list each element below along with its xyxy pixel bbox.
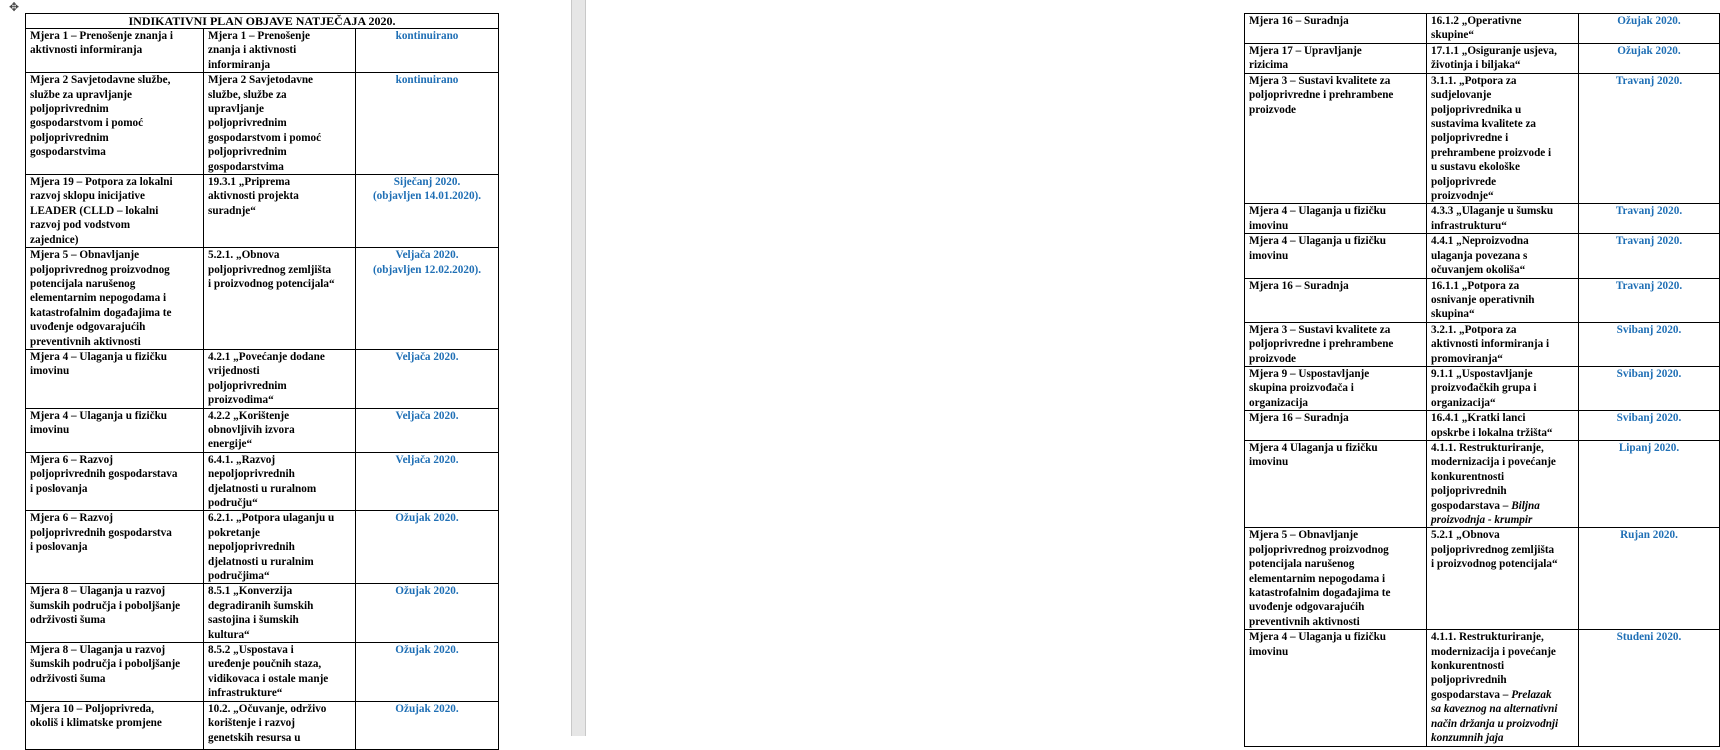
table-row bbox=[26, 349, 499, 408]
table-row bbox=[1245, 204, 1720, 234]
submeasure-cell: 8.5.1 „Konverzija degradiranih šumskih sastojina i šumskih kultura“ bbox=[204, 584, 356, 643]
submeasure-cell: 4.2.1 „Povećanje dodane vrijednosti poljoprivrednim proizvodima“ bbox=[204, 349, 356, 408]
table-row bbox=[1245, 44, 1720, 74]
table-title: INDIKATIVNI PLAN OBJAVE NATJEČAJA 2020. bbox=[26, 14, 499, 29]
submeasure-cell: 4.4.1 „Neproizvodna ulaganja povezana s očuvanjem okoliša“ bbox=[1427, 234, 1579, 278]
date-cell: Veljača 2020. bbox=[356, 349, 499, 408]
submeasure-cell: Mjera 2 Savjetodavne službe, službe za upravljanje poljoprivrednim gospodarstvom i pomoć poljoprivrednim gospodarstvima bbox=[204, 73, 356, 175]
table-row bbox=[1245, 322, 1720, 366]
submeasure-text: 4.1.1. Restrukturiranje, modernizacija i povećanje konkurentnosti poljoprivrednih gospodarstava – bbox=[1431, 631, 1556, 701]
date-cell: Svibanj 2020. bbox=[1579, 322, 1720, 366]
submeasure-cell: 5.2.1 „Obnova poljoprivrednog zemljišta i proizvodnog potencijala“ bbox=[1427, 528, 1579, 630]
submeasure-cell: 9.1.1 „Uspostavljanje proizvođačkih grupa i organizacija“ bbox=[1427, 366, 1579, 410]
table-row bbox=[1245, 440, 1720, 527]
measure-cell: Mjera 1 – Prenošenje znanja i aktivnosti informiranja bbox=[26, 29, 204, 73]
date-cell: Travanj 2020. bbox=[1579, 278, 1720, 322]
measure-cell: Mjera 3 – Sustavi kvalitete za poljoprivredne i prehrambene proizvode bbox=[1245, 73, 1427, 204]
plan-table-left bbox=[25, 13, 499, 750]
date-cell: Ožujak 2020. bbox=[356, 511, 499, 584]
submeasure-cell: 3.2.1. „Potpora za aktivnosti informiranja i promoviranja“ bbox=[1427, 322, 1579, 366]
submeasure-cell bbox=[1427, 440, 1579, 527]
submeasure-cell: 4.3.3 „Ulaganje u šumsku infrastrukturu“ bbox=[1427, 204, 1579, 234]
date-cell: Ožujak 2020. bbox=[1579, 14, 1720, 44]
submeasure-cell: 16.1.1 „Potpora za osnivanje operativnih skupina“ bbox=[1427, 278, 1579, 322]
submeasure-text: 4.1.1. Restrukturiranje, modernizacija i povećanje konkurentnosti poljoprivrednih gospodarstava – bbox=[1431, 441, 1556, 512]
submeasure-cell: 8.5.2 „Uspostava i uređenje poučnih staza, vidikovaca i ostale manje infrastrukture“ bbox=[204, 643, 356, 702]
submeasure-cell: 3.1.1. „Potpora za sudjelovanje poljoprivrednika u sustavima kvalitete za poljoprivredne i prehrambene proizvode i u sustavu ekološke poljoprivrede proizvodnje“ bbox=[1427, 73, 1579, 204]
date-cell: Studeni 2020. bbox=[1579, 630, 1720, 746]
date-cell: Veljača 2020. bbox=[356, 452, 499, 511]
submeasure-cell: 17.1.1 „Osiguranje usjeva, životinja i biljaka“ bbox=[1427, 44, 1579, 74]
table-row bbox=[1245, 630, 1720, 746]
measure-cell: Mjera 2 Savjetodavne službe, službe za upravljanje poljoprivrednim gospodarstvom i pomoć poljoprivrednim gospodarstvima bbox=[26, 73, 204, 175]
measure-cell: Mjera 4 Ulaganja u fizičku imovinu bbox=[1245, 440, 1427, 527]
table-row bbox=[26, 511, 499, 584]
table-row bbox=[26, 584, 499, 643]
date-cell: Ožujak 2020. bbox=[356, 584, 499, 643]
measure-cell: Mjera 16 – Suradnja bbox=[1245, 14, 1427, 44]
table-row bbox=[1245, 73, 1720, 204]
measure-cell: Mjera 6 – Razvoj poljoprivrednih gospodarstva i poslovanja bbox=[26, 511, 204, 584]
submeasure-cell: 16.4.1 „Kratki lanci opskrbe i lokalna tržišta“ bbox=[1427, 411, 1579, 441]
table-row bbox=[1245, 14, 1720, 44]
measure-cell: Mjera 4 – Ulaganja u fizičku imovinu bbox=[26, 349, 204, 408]
measure-cell: Mjera 4 – Ulaganja u fizičku imovinu bbox=[26, 408, 204, 452]
measure-cell: Mjera 5 – Obnavljanje poljoprivrednog proizvodnog potencijala narušenog elementarnim nepogodama i katastrofalnim događajima te uvođenje odgovarajućih preventivnih aktivnosti bbox=[26, 248, 204, 350]
measure-cell: Mjera 8 – Ulaganja u razvoj šumskih područja i poboljšanje održivosti šuma bbox=[26, 584, 204, 643]
date-cell: Ožujak 2020. bbox=[356, 643, 499, 702]
measure-cell: Mjera 16 – Suradnja bbox=[1245, 278, 1427, 322]
submeasure-cell: 4.2.2 „Korištenje obnovljivih izvora energije“ bbox=[204, 408, 356, 452]
table-row bbox=[26, 701, 499, 749]
date-cell: Travanj 2020. bbox=[1579, 204, 1720, 234]
measure-cell: Mjera 8 – Ulaganja u razvoj šumskih područja i poboljšanje održivosti šuma bbox=[26, 643, 204, 702]
table-row bbox=[1245, 366, 1720, 410]
date-cell: Svibanj 2020. bbox=[1579, 411, 1720, 441]
document-page-right bbox=[586, 0, 1683, 745]
measure-cell: Mjera 17 – Upravljanje rizicima bbox=[1245, 44, 1427, 74]
table-row bbox=[26, 452, 499, 511]
table-row bbox=[1245, 528, 1720, 630]
measure-cell: Mjera 6 – Razvoj poljoprivrednih gospodarstava i poslovanja bbox=[26, 452, 204, 511]
measure-cell: Mjera 10 – Poljoprivreda, okoliš i klimatske promjene bbox=[26, 701, 204, 749]
date-cell: Siječanj 2020. (objavljen 14.01.2020). bbox=[356, 175, 499, 248]
table-row bbox=[26, 408, 499, 452]
measure-cell: Mjera 16 – Suradnja bbox=[1245, 411, 1427, 441]
submeasure-cell: Mjera 1 – Prenošenje znanja i aktivnosti informiranja bbox=[204, 29, 356, 73]
date-cell: kontinuirano bbox=[356, 73, 499, 175]
submeasure-cell bbox=[1427, 630, 1579, 746]
date-cell: Ožujak 2020. bbox=[1579, 44, 1720, 74]
measure-cell: Mjera 9 – Uspostavljanje skupina proizvođača i organizacija bbox=[1245, 366, 1427, 410]
submeasure-cell: 16.1.2 „Operativne skupine“ bbox=[1427, 14, 1579, 44]
table-row bbox=[26, 73, 499, 175]
table-row bbox=[26, 29, 499, 73]
date-cell: Veljača 2020. bbox=[356, 408, 499, 452]
table-row bbox=[26, 248, 499, 350]
plan-table-right bbox=[1244, 13, 1720, 747]
date-cell: Veljača 2020. (objavljen 12.02.2020). bbox=[356, 248, 499, 350]
table-row bbox=[1245, 278, 1720, 322]
table-row bbox=[26, 175, 499, 248]
submeasure-cell: 5.2.1. „Obnova poljoprivrednog zemljišta i proizvodnog potencijala“ bbox=[204, 248, 356, 350]
page-gutter bbox=[571, 0, 586, 736]
document-page-left bbox=[0, 0, 571, 744]
submeasure-cell: 6.4.1. „Razvoj nepoljoprivrednih djelatnosti u ruralnom području“ bbox=[204, 452, 356, 511]
submeasure-cell: 10.2. „Očuvanje, održivo korištenje i razvoj genetskih resursa u bbox=[204, 701, 356, 749]
date-cell: kontinuirano bbox=[356, 29, 499, 73]
measure-cell: Mjera 19 – Potpora za lokalni razvoj sklopu inicijative LEADER (CLLD – lokalni razvoj pod vodstvom zajednice) bbox=[26, 175, 204, 248]
table-row bbox=[1245, 411, 1720, 441]
date-cell: Travanj 2020. bbox=[1579, 234, 1720, 278]
date-cell: Travanj 2020. bbox=[1579, 73, 1720, 204]
measure-cell: Mjera 4 – Ulaganja u fizičku imovinu bbox=[1245, 234, 1427, 278]
measure-cell: Mjera 5 – Obnavljanje poljoprivrednog proizvodnog potencijala narušenog elementarnim nepogodama i katastrofalnim događajima te uvođenje odgovarajućih preventivnih aktivnosti bbox=[1245, 528, 1427, 630]
date-cell: Lipanj 2020. bbox=[1579, 440, 1720, 527]
submeasure-cell: 19.3.1 „Priprema aktivnosti projekta suradnje“ bbox=[204, 175, 356, 248]
table-row bbox=[26, 643, 499, 702]
date-cell: Svibanj 2020. bbox=[1579, 366, 1720, 410]
submeasure-italic-text: Prelazak sa kaveznog na alternativni način držanja u proizvodnji konzumnih jaja bbox=[1431, 688, 1559, 745]
table-row bbox=[1245, 234, 1720, 278]
submeasure-cell: 6.2.1. „Potpora ulaganju u pokretanje nepoljoprivrednih djelatnosti u ruralnim područjima“ bbox=[204, 511, 356, 584]
submeasure-italic-text: Biljna proizvodnja - krumpir bbox=[1431, 499, 1540, 526]
measure-cell: Mjera 4 – Ulaganja u fizičku imovinu bbox=[1245, 204, 1427, 234]
date-cell: Rujan 2020. bbox=[1579, 528, 1720, 630]
measure-cell: Mjera 3 – Sustavi kvalitete za poljoprivredne i prehrambene proizvode bbox=[1245, 322, 1427, 366]
table-move-handle-icon[interactable]: ✥ bbox=[9, 0, 20, 14]
date-cell: Ožujak 2020. bbox=[356, 701, 499, 749]
measure-cell: Mjera 4 – Ulaganja u fizičku imovinu bbox=[1245, 630, 1427, 746]
